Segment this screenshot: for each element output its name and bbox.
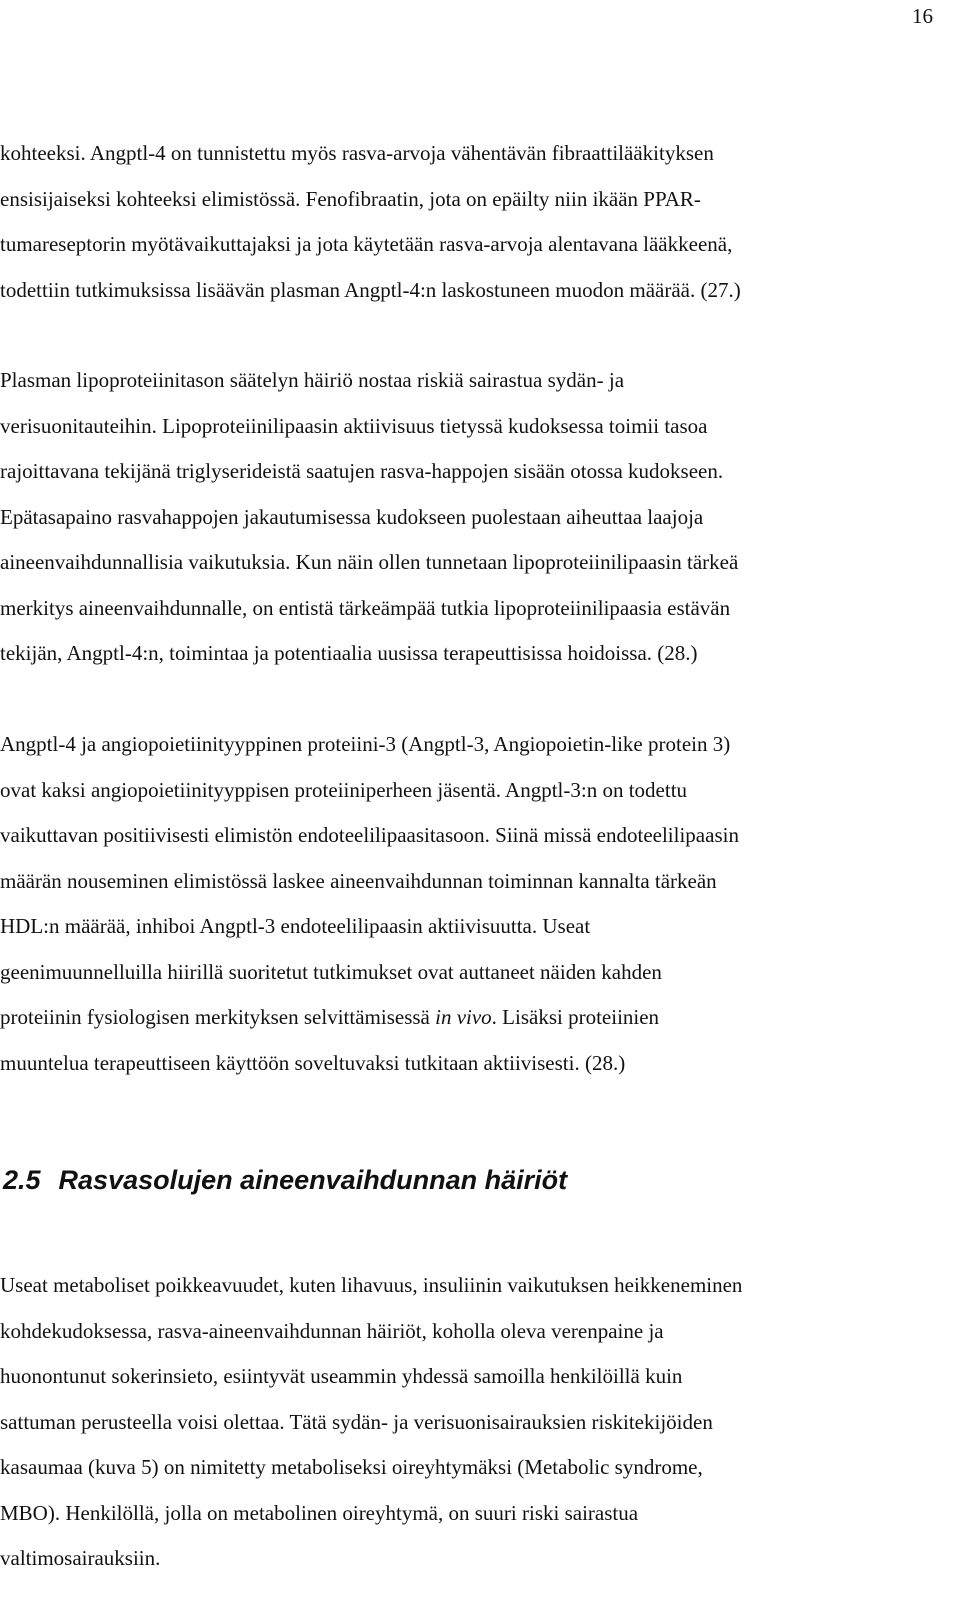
text-line: Useat metaboliset poikkeavuudet, kuten lihavuus, insuliinin vaikutuksen heikkeneminen (0, 1273, 743, 1297)
text-line: aineenvaihdunnallisia vaikutuksia. Kun näin ollen tunnetaan lipoproteiinilipaasin tärkeä (0, 550, 739, 574)
text-line: Angptl-4 ja angiopoietiinityyppinen proteiini-3 (Angptl-3, Angiopoietin-like protein 3) (0, 732, 731, 756)
text-line: ensisijaiseksi kohteeksi elimistössä. Fenofibraatin, jota on epäilty niin ikään PPAR- (0, 186, 701, 211)
text-segment: . Lisäksi proteiinien (491, 1005, 660, 1029)
paragraph-1 (0, 131, 741, 313)
text-line: rajoittavana tekijänä triglyserideistä saatujen rasva-happojen sisään otossa kudokseen. (0, 459, 724, 483)
text-line: sattuman perusteella voisi olettaa. Tätä sydän- ja verisuonisairauksien riskitekijöiden (0, 1409, 713, 1434)
text-line: määrän nouseminen elimistössä laskee aineenvaihdunnan toiminnan kannalta tärkeän (0, 868, 717, 893)
text-line: verisuonitauteihin. Lipoproteiinilipaasin aktiivisuus tietyssä kudoksessa toimii tasoa (0, 413, 708, 438)
text-line: merkitys aineenvaihdunnalle, on entistä tärkeämpää tutkia lipoproteiinilipaasia estävän (0, 595, 731, 620)
text-line: kohteeksi. Angptl-4 on tunnistettu myös rasva-arvoja vähentävän fibraattilääkityksen (0, 141, 714, 165)
section-title: Rasvasolujen aineenvaihdunnan häiriöt (58, 1165, 568, 1195)
text-line: huonontunut sokerinsieto, esiintyvät useammin yhdessä samoilla henkilöillä kuin (0, 1364, 683, 1388)
text-line: kohdekudoksessa, rasva-aineenvaihdunnan häiriöt, koholla oleva verenpaine ja (0, 1318, 664, 1343)
text-segment: proteiinin fysiologisen merkityksen selvittämisessä (0, 1005, 436, 1029)
paragraph-2 (0, 358, 738, 677)
text-line: tekijän, Angptl-4:n, toimintaa ja potentiaalia uusissa terapeuttisissa hoidoissa. (28.) (0, 641, 698, 665)
text-line: kasaumaa (kuva 5) on nimitetty metaboliseksi oireyhtymäksi (Metabolic syndrome, (0, 1455, 703, 1479)
text-line: Epätasapaino rasvahappojen jakautumisessa kudokseen puolestaan aiheuttaa laajoja (0, 504, 704, 529)
page-number: 16 (912, 4, 933, 28)
text-line: Plasman lipoproteiinitason säätelyn häiriö nostaa riskiä sairastua sydän- ja (0, 368, 625, 392)
text-line-with-italic (0, 995, 739, 1041)
section-heading (3, 1160, 567, 1200)
text-line: HDL:n määrää, inhiboi Angptl-3 endoteelilipaasin aktiivisuutta. Useat (0, 914, 591, 938)
text-line: tumareseptorin myötävaikuttajaksi ja jota käytetään rasva-arvoja alentavana lääkkeenä, (0, 232, 733, 256)
paragraph-4 (0, 1263, 742, 1582)
section-number: 2.5 (3, 1165, 41, 1195)
text-line: todettiin tutkimuksissa lisäävän plasman Angptl-4:n laskostuneen muodon määrää. (27.) (0, 277, 741, 302)
italic-term: in vivo (435, 1005, 492, 1029)
text-line: geenimuunnelluilla hiirillä suoritetut tutkimukset ovat auttaneet näiden kahden (0, 959, 662, 984)
paragraph-3 (0, 722, 739, 1086)
text-line: ovat kaksi angiopoietiinityyppisen proteiiniperheen jäsentä. Angptl-3:n on todettu (0, 777, 688, 802)
text-line: vaikuttavan positiivisesti elimistön endoteelilipaasitasoon. Siinä missä endoteelilipaasin (0, 823, 739, 847)
text-line: muuntelua terapeuttiseen käyttöön soveltuvaksi tutkitaan aktiivisesti. (28.) (0, 1050, 626, 1075)
text-line: MBO). Henkilöllä, jolla on metabolinen oireyhtymä, on suuri riski sairastua (0, 1500, 639, 1525)
text-line: valtimosairauksiin. (0, 1546, 161, 1570)
